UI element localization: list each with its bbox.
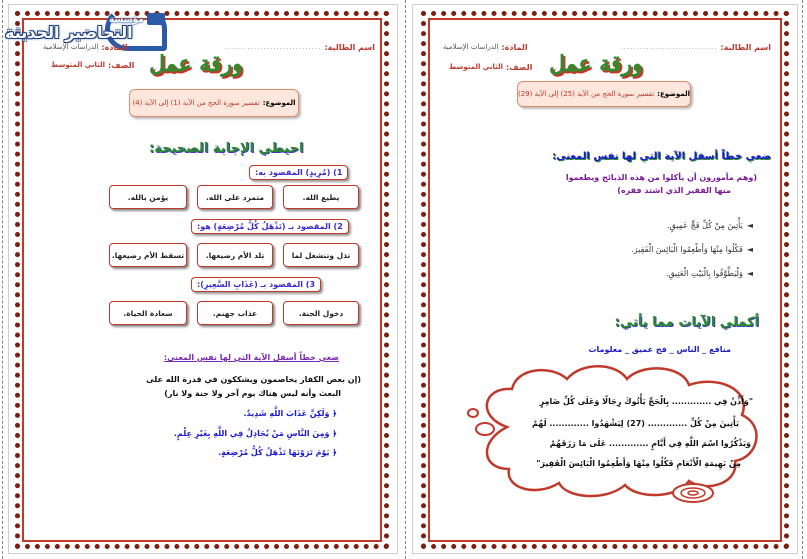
cloud-line-2: يَأْتِينَ مِنْ كُلِّ ............. (27) لِيَشْهَدُوا ............. لَهُمْ — [532, 419, 739, 428]
subject-label: المادة: — [501, 43, 528, 52]
subject-label: المادة: — [101, 43, 128, 52]
cloud-line-1: "وَأَذِّنْ فِي ............. بِالْحَجِّ يَأْتُوكَ رِجَالًا وَعَلَى كُلِّ ضَامِرٍ — [539, 397, 753, 406]
underline-prompt: ضعي خطاً أسفل الآية التي لها نفس المعنى: — [163, 353, 339, 362]
verse-item-text: وَلْيَطَّوَّفُوا بِالْبَيْتِ الْعَتِيقِ. — [665, 269, 743, 278]
topic-value: تفسير سورة الحج من الآية (25) إلى الآية (29) — [517, 90, 655, 98]
complete-title: أكملي الآيات مما يأتي: — [614, 315, 759, 330]
verse-item-text: فَكُلُوا مِنْهَا وَأَطْعِمُوا الْبَائِسَ الْفَقِيرَ. — [631, 245, 743, 254]
left-edge-dash — [2, 0, 3, 559]
q1-option-1[interactable]: يطيع الله. — [283, 185, 359, 209]
q1-option-3[interactable]: يؤمن بالله. — [109, 185, 187, 209]
verse-item-text: يَأْتِينَ مِنْ كُلِّ فَجٍّ عَمِيقٍ. — [667, 221, 743, 230]
worksheet-title: ورقة عمل — [149, 51, 243, 77]
cloud-line-4: مِنْ بَهِيمَةِ الْأَنْعَامِ فَكُلُوا مِنْهَا وَأَطْعِمُوا الْبَائِسَ الْفَقِيرَ" — [536, 459, 741, 468]
logo — [5, 7, 179, 47]
cloud-line-3: وَيَذْكُرُوا اسْمَ اللَّهِ فِي أَيَّامٍ ............. عَلَى مَا رَزَقَهُمْ — [549, 439, 751, 448]
cloud-shape — [467, 357, 767, 507]
q3-option-2[interactable]: عذاب جهنم. — [197, 301, 273, 325]
bullet-arrow-icon: ◄ — [746, 269, 753, 278]
question-1: 1) (مُرِيدٍ) المقصود به: — [249, 165, 348, 180]
bullet-arrow-icon: ◄ — [746, 221, 753, 230]
q1-option-2[interactable]: متمرد على الله. — [197, 185, 273, 209]
student-label: اسم الطالبة: — [324, 43, 375, 52]
section-title: احيطي الإجابة الصحيحة: — [149, 141, 304, 156]
grade-field — [51, 61, 134, 70]
student-label: اسم الطالبة: — [720, 43, 771, 52]
grade-value: الثاني المتوسط — [449, 63, 504, 71]
underline-prompt: ضعي خطاً أسفل الآية التي لها نفس المعنى: — [552, 151, 771, 162]
q3-option-3[interactable]: سعادة الحياة. — [109, 301, 187, 325]
grade-label: الصف: — [108, 61, 135, 70]
q2-option-3[interactable]: تسقط الأم رضيعها. — [109, 243, 187, 267]
grade-label: الصف: — [506, 63, 533, 72]
verse-option-3[interactable]: ﴿ يَوْمَ تَرَوْنَهَا تَذْهَلُ كُلُّ مُرْضِعَةٍ. — [218, 448, 337, 457]
bullet-arrow-icon: ◄ — [746, 245, 753, 254]
topic-label: الموضوع: — [262, 99, 296, 107]
truck-icon — [147, 13, 165, 25]
subject-field — [43, 43, 128, 52]
worksheet-title: ورقة عمل — [549, 51, 643, 77]
left-page — [5, 4, 398, 554]
right-page — [412, 4, 798, 554]
question-2: 2) المقصود بـ (تَذْهَلُ كُلُّ مُرْضِعَةٍ) هو: — [191, 219, 349, 234]
logo-line2: التحاضير الحديثة — [5, 23, 133, 42]
topic-value: تفسير سورة الحج من الآية (1) إلى الآية (4) — [132, 99, 260, 107]
word-bank: منافع _ الناس _ فج عميق _ معلومات — [588, 345, 731, 354]
student-name-field[interactable] — [621, 43, 771, 52]
center-dash — [405, 0, 406, 559]
grade-value: الثاني المتوسط — [51, 61, 106, 69]
verse-item-2[interactable] — [631, 245, 753, 254]
student-dots: .............................. — [620, 43, 718, 51]
topic-label: الموضوع: — [657, 90, 691, 98]
verse-option-1[interactable]: ﴿ وَلَكِنَّ عَذَابَ اللَّهِ شَدِيدٌ. — [243, 409, 337, 418]
subject-value: الدراسات الإسلامية — [443, 43, 499, 51]
verse-item-3[interactable] — [666, 269, 753, 278]
purple-line-2: منها الفقير الذي اشتد فقره) — [617, 186, 731, 195]
logo-line1: مؤسسة — [109, 15, 144, 25]
q3-option-1[interactable]: دخول الجنة. — [283, 301, 359, 325]
q2-option-2[interactable]: تلد الأم رضيعها. — [197, 243, 273, 267]
student-dots: .............................. — [224, 43, 322, 51]
topic-box — [129, 89, 299, 117]
subject-field — [443, 43, 528, 52]
subject-value: الدراسات الإسلامية — [43, 43, 99, 51]
paragraph-line-2: البعث وأنه ليس هناك يوم آخر ولا جنة ولا نار) — [164, 389, 341, 398]
verse-item-1[interactable] — [667, 221, 753, 230]
purple-line-1: (وهم مأمورون أن يأكلوا من هذه الذبائح ويطعموا — [565, 173, 757, 182]
q2-option-1[interactable]: تذل وتنشغل لما — [283, 243, 359, 267]
student-name-field[interactable] — [225, 43, 375, 52]
right-edge-dash — [802, 0, 803, 559]
grade-field — [449, 63, 532, 72]
topic-box — [517, 81, 691, 107]
question-3: 3) المقصود بـ (عَذَابِ السَّعِيرِ): — [191, 277, 321, 292]
paragraph-line-1: (إن بعض الكفار يخاصمون ويشككون في قدرة الله على — [146, 375, 361, 384]
verse-option-2[interactable]: ﴿ وَمِنَ النَّاسِ مَنْ يُجَادِلُ فِي اللَّهِ بِغَيْرِ عِلْمٍ. — [173, 429, 337, 438]
